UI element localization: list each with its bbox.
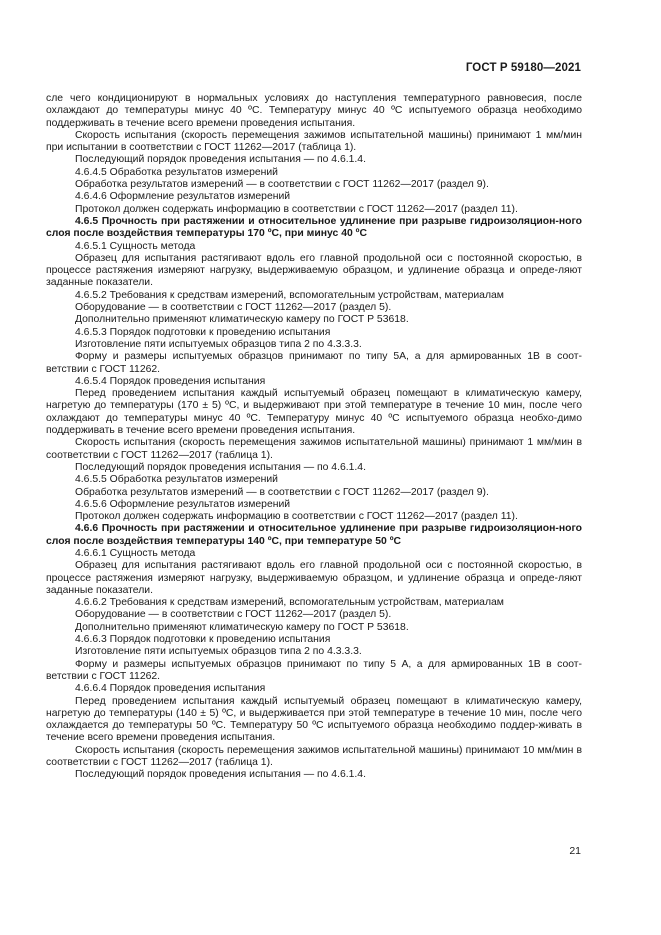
paragraph: Форму и размеры испытуемых образцов принимают по типу 5 А, а для армированных 1В в соот-ветствии с ГОСТ 11262.: [46, 658, 582, 682]
paragraph: 4.6.5.1 Сущность метода: [75, 240, 196, 252]
paragraph: Последующий порядок проведения испытания — по 4.6.1.4.: [75, 461, 366, 473]
paragraph: 4.6.6.1 Сущность метода: [75, 547, 196, 559]
paragraph: Оборудование — в соответствии с ГОСТ 11262—2017 (раздел 5).: [75, 609, 392, 621]
paragraph: Образец для испытания растягивают вдоль его главной продольной оси с постоянной скоростью, в процессе растяжения измеряют нагрузку, выдерживаемую образцом, и удлинение образца и опреде-ляют заданные показатели.: [46, 252, 582, 289]
paragraph: 4.6.5.3 Порядок подготовки к проведению испытания: [75, 326, 331, 338]
paragraph: 4.6.5.4 Порядок проведения испытания: [75, 375, 266, 387]
paragraph: Скорость испытания (скорость перемещения зажимов испытательной машины) принимают 1 мм/мин при испытании в соответствии с ГОСТ 11262—2017 (таблица 1).: [46, 129, 582, 154]
paragraph: Скорость испытания (скорость перемещения зажимов испытательной машины) принимают 10 мм/мин в соответствии с ГОСТ 11262—2017 (таблица 1).: [46, 744, 582, 769]
paragraph: Изготовление пяти испытуемых образцов типа 2 по 4.3.3.3.: [75, 646, 362, 658]
paragraph: Протокол должен содержать информацию в соответствии с ГОСТ 11262—2017 (раздел 11).: [75, 203, 518, 215]
paragraph: Изготовление пяти испытуемых образцов типа 2 по 4.3.3.3.: [75, 338, 362, 350]
paragraph: Оборудование — в соответствии с ГОСТ 11262—2017 (раздел 5).: [75, 302, 392, 314]
paragraph: 4.6.5.6 Оформление результатов измерений: [75, 498, 291, 510]
paragraph: Последующий порядок проведения испытания — по 4.6.1.4.: [75, 769, 366, 781]
paragraph: 4.6.5.5 Обработка результатов измерений: [75, 474, 278, 486]
section-heading: 4.6.5 Прочность при растяжении и относительное удлинение при разрыве гидроизоляцион-ного слоя после воздействия температуры 170 ºС, при минус 40 ºС: [46, 215, 582, 240]
standard-header: ГОСТ Р 59180—2021: [465, 62, 581, 74]
paragraph: 4.6.6.4 Порядок проведения испытания: [75, 683, 266, 695]
paragraph: Перед проведением испытания каждый испытуемый образец помещают в климатическую камеру, нагретую до температуры (170 ± 5) ºС, и выдерживают при этой температуре в течение 10 мин, после чего охлаждают до температуры минус 40 ºС. Температуру минус 40 ºС испытуемого образца необхо-димо поддерживать в течение всего времени проведения испытания.: [46, 388, 582, 437]
paragraph: 4.6.4.6 Оформление результатов измерений: [75, 191, 291, 203]
page-number: 21: [569, 845, 581, 857]
paragraph: Обработка результатов измерений — в соответствии с ГОСТ 11262—2017 (раздел 9).: [75, 486, 489, 498]
document-body: [46, 93, 582, 782]
paragraph: Скорость испытания (скорость перемещения зажимов испытательной машины) принимают 1 мм/мин в соответствии с ГОСТ 11262—2017 (таблица 1).: [46, 437, 582, 461]
paragraph: 4.6.5.2 Требования к средствам измерений, вспомогательным устройствам, материалам: [75, 289, 504, 301]
paragraph: 4.6.6.2 Требования к средствам измерений, вспомогательным устройствам, материалам: [75, 597, 504, 609]
paragraph: Обработка результатов измерений — в соответствии с ГОСТ 11262—2017 (раздел 9).: [75, 179, 489, 191]
paragraph: 4.6.4.5 Обработка результатов измерений: [75, 166, 278, 178]
paragraph: 4.6.6.3 Порядок подготовки к проведению испытания: [75, 634, 331, 646]
paragraph: Протокол должен содержать информацию в соответствии с ГОСТ 11262—2017 (раздел 11).: [75, 511, 518, 523]
section-heading: 4.6.6 Прочность при растяжении и относительное удлинение при разрыве гидроизоляцион-ного слоя после воздействия температуры 140 ºС, при температуре 50 ºС: [46, 523, 582, 547]
paragraph: Дополнительно применяют климатическую камеру по ГОСТ Р 53618.: [75, 314, 409, 326]
paragraph: Форму и размеры испытуемых образцов принимают по типу 5А, а для армированных 1В в соот-ветствии с ГОСТ 11262.: [46, 351, 582, 375]
paragraph: Образец для испытания растягивают вдоль его главной продольной оси с постоянной скоростью, в процессе растяжения измеряют нагрузку, выдерживаемую образцом, и удлинение образца и опреде-ляют заданные показатели.: [46, 560, 582, 596]
paragraph: Перед проведением испытания каждый испытуемый образец помещают в климатическую камеру, нагретую до температуры (140 ± 5) ºС, и выдерживается при этой температуре в течение 10 мин, после чего охлаждается до температуры 50 ºС. Температуру 50 ºС испытуемого образца необходимо поддер-живать в течение всего времени проведения испытания.: [46, 695, 582, 744]
paragraph: сле чего кондиционируют в нормальных условиях до наступления температурного равновесия, после охлаждают до температуры минус 40 ºС. Температуру минус 40 ºС испытуемого образца необходимо поддерживать в течение всего времени проведения испытания.: [46, 93, 582, 129]
paragraph: Последующий порядок проведения испытания — по 4.6.1.4.: [75, 154, 366, 166]
paragraph: Дополнительно применяют климатическую камеру по ГОСТ Р 53618.: [75, 621, 409, 633]
